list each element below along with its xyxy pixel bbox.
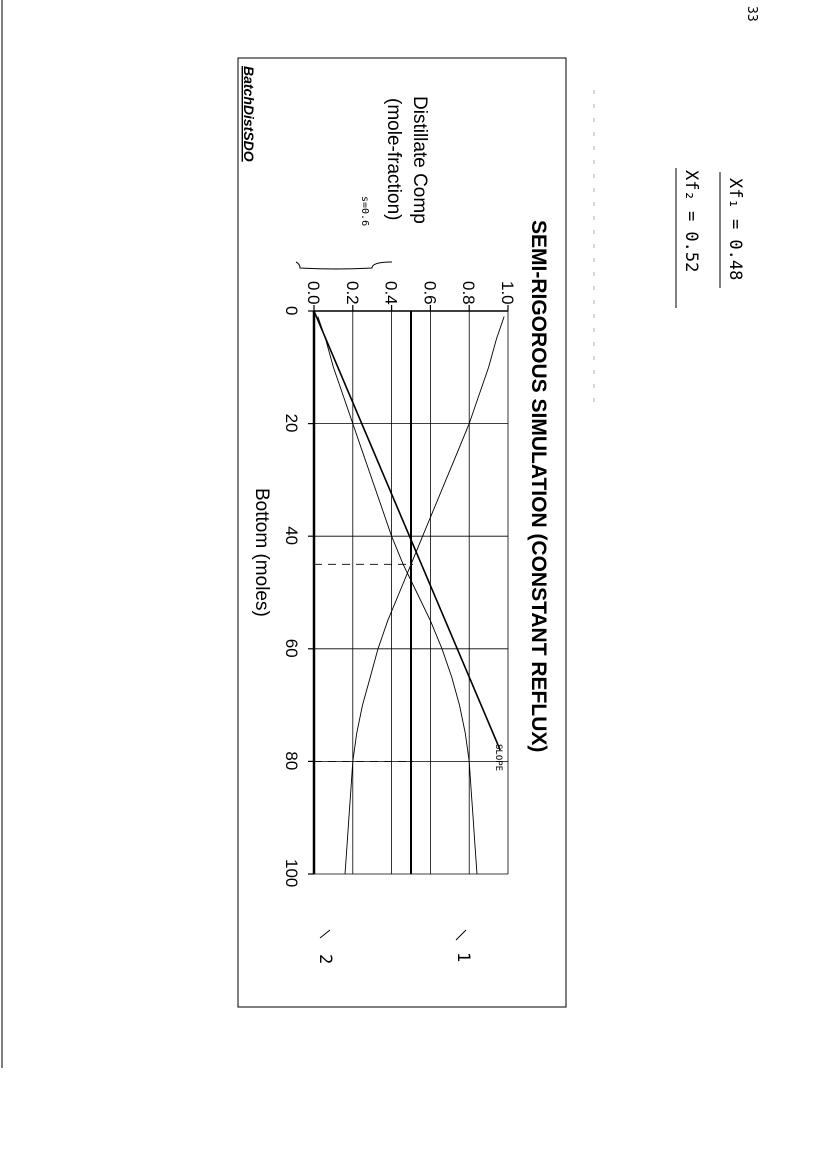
x-tick-label: 20 <box>282 413 301 433</box>
y-axis-label-line2: (mole-fraction) <box>383 98 404 221</box>
x-tick-label: 100 <box>282 859 301 888</box>
page-number: 33 <box>744 6 759 22</box>
series-line-1 <box>318 317 477 874</box>
handwritten-curve-label-2: 2 <box>315 954 335 965</box>
series-line-slope <box>314 311 500 750</box>
handwritten-curve-label-1: 1 <box>453 952 473 963</box>
brand-label: BatchDistSDO <box>241 66 257 162</box>
handwritten-brace <box>296 262 392 269</box>
series-line-2 <box>345 317 504 874</box>
x-axis-label: Bottom (moles) <box>251 488 272 617</box>
y-tick-label: 0.8 <box>459 281 479 305</box>
reference-lines <box>314 311 413 874</box>
handwritten-slope-label: SLOPE <box>493 744 503 772</box>
chart-title: SEMI-RIGOROUS SIMULATION (CONSTANT REFLUX) <box>527 220 550 753</box>
x-tick-label: 60 <box>282 638 301 658</box>
y-tick-label: 0.4 <box>381 281 401 305</box>
x-tick-label: 80 <box>282 751 301 771</box>
x-tick-label: 0 <box>282 306 301 316</box>
y-tick-label: 1.0 <box>498 281 517 305</box>
handwritten-xf2: Xf₂ = 0.52 <box>681 170 701 273</box>
x-tick-label: 40 <box>282 526 301 546</box>
handwritten-tick-2 <box>320 930 330 938</box>
y-tick-label: 0.6 <box>420 281 440 305</box>
tick-labels <box>282 281 517 887</box>
handwritten-xf1: Xf₁ = 0.48 <box>725 178 745 281</box>
y-tick-label: 0.2 <box>342 281 362 305</box>
y-axis-label-line1: Distillate Comp <box>409 96 430 224</box>
handwritten-tick-1 <box>456 930 466 940</box>
y-tick-label: 0.0 <box>304 281 323 305</box>
handwritten-slope-note: s=0.6 <box>359 196 370 227</box>
data-series <box>314 311 504 874</box>
